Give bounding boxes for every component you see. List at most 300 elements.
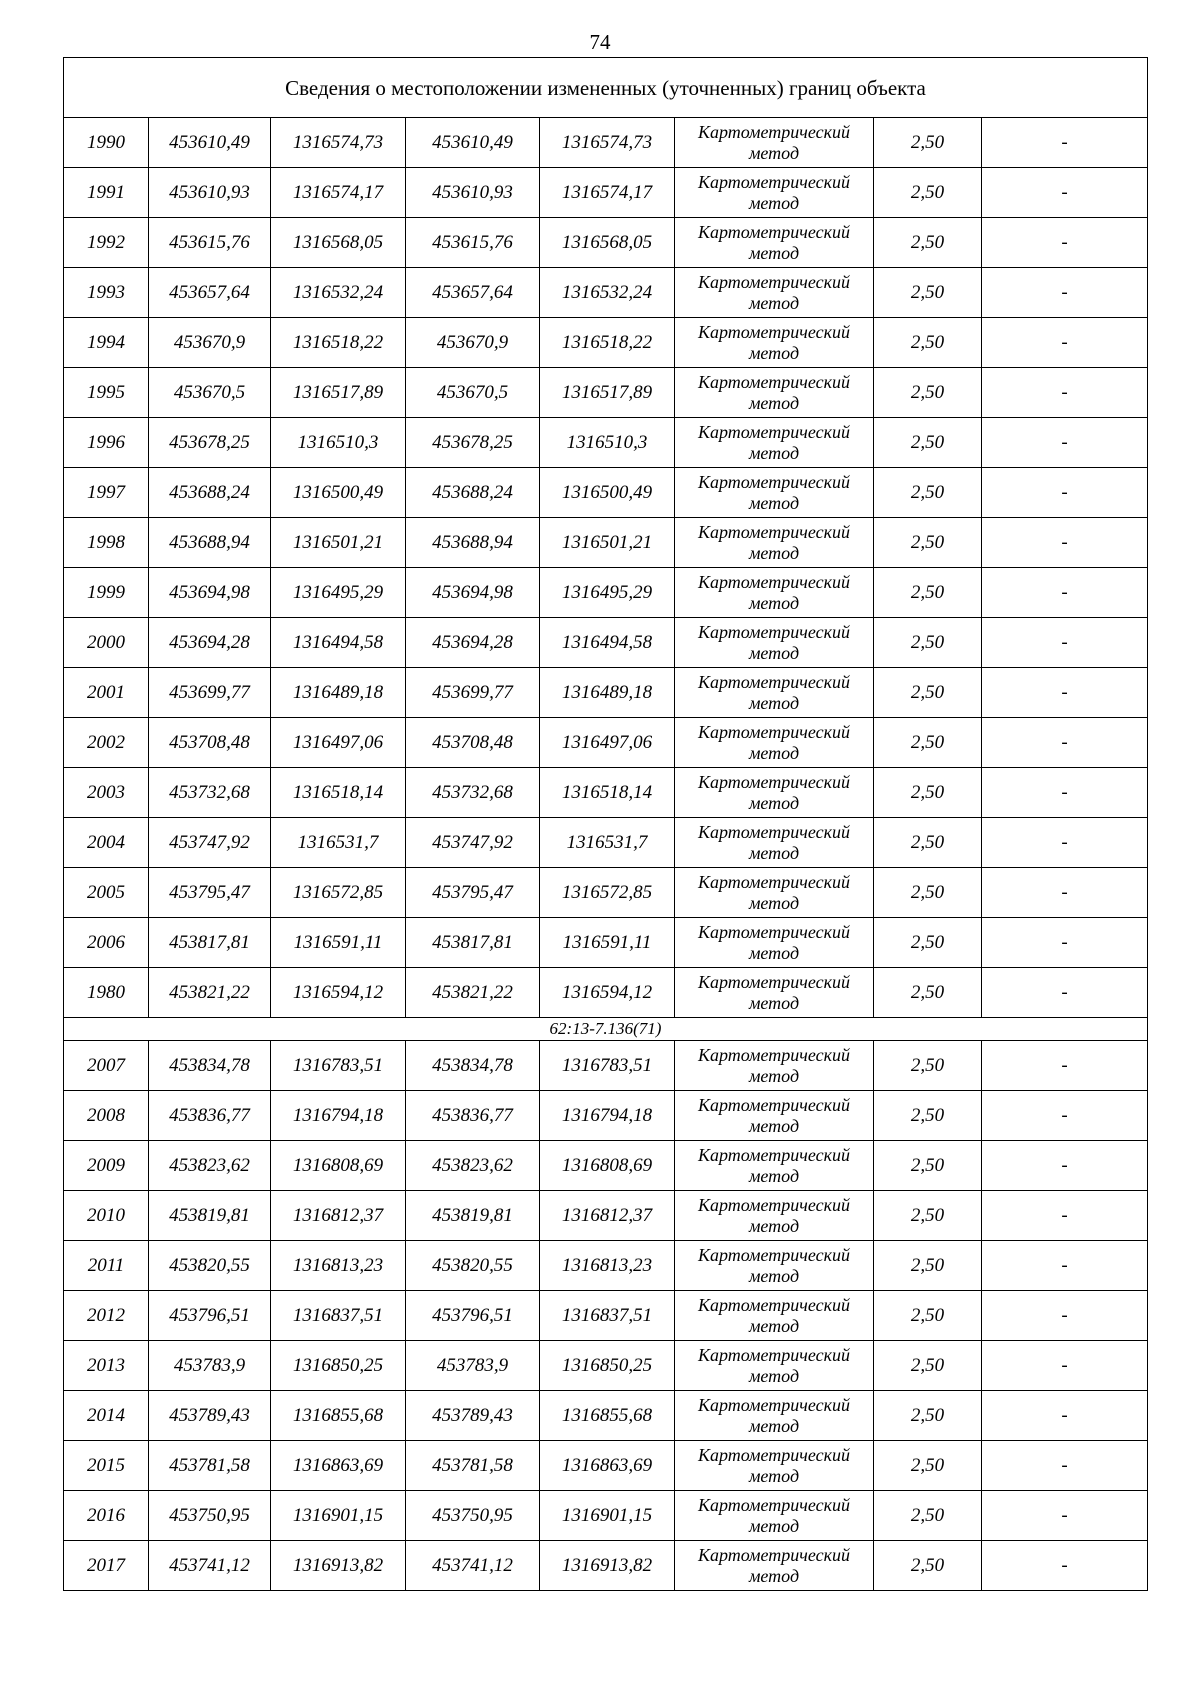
- refined-x-cell: 453688,24: [406, 468, 540, 518]
- table-row: [64, 568, 1148, 618]
- point-number-cell: 1990: [64, 118, 149, 168]
- method-cell: [675, 1091, 874, 1141]
- description-cell: -: [982, 818, 1148, 868]
- method-line-2: метод: [748, 542, 800, 563]
- existing-x-cell: 453821,22: [149, 968, 271, 1018]
- existing-y-cell: 1316813,23: [271, 1241, 406, 1291]
- method-cell: [675, 718, 874, 768]
- description-cell: -: [982, 1341, 1148, 1391]
- method-cell: [675, 968, 874, 1018]
- method-line-2: метод: [748, 592, 800, 613]
- accuracy-cell: 2,50: [874, 1441, 982, 1491]
- description-cell: -: [982, 618, 1148, 668]
- method-line-2: метод: [748, 1165, 800, 1186]
- table-title-row: [64, 58, 1148, 118]
- point-number-cell: 2004: [64, 818, 149, 868]
- method-cell: [675, 1241, 874, 1291]
- method-cell: [675, 1291, 874, 1341]
- table-row: [64, 1441, 1148, 1491]
- table-row: [64, 268, 1148, 318]
- accuracy-cell: 2,50: [874, 668, 982, 718]
- existing-y-cell: 1316489,18: [271, 668, 406, 718]
- point-number-cell: 2011: [64, 1241, 149, 1291]
- description-cell: -: [982, 118, 1148, 168]
- point-number-cell: 2008: [64, 1091, 149, 1141]
- accuracy-cell: 2,50: [874, 118, 982, 168]
- existing-y-cell: 1316494,58: [271, 618, 406, 668]
- accuracy-cell: 2,50: [874, 1491, 982, 1541]
- method-line-2: метод: [748, 1065, 800, 1086]
- accuracy-cell: 2,50: [874, 868, 982, 918]
- refined-x-cell: 453789,43: [406, 1391, 540, 1441]
- refined-y-cell: 1316532,24: [540, 268, 675, 318]
- table-row: [64, 518, 1148, 568]
- refined-x-cell: 453688,94: [406, 518, 540, 568]
- method-cell: [675, 118, 874, 168]
- existing-x-cell: 453747,92: [149, 818, 271, 868]
- existing-y-cell: 1316850,25: [271, 1341, 406, 1391]
- existing-y-cell: 1316901,15: [271, 1491, 406, 1541]
- accuracy-cell: 2,50: [874, 1141, 982, 1191]
- existing-y-cell: 1316501,21: [271, 518, 406, 568]
- table-row: [64, 368, 1148, 418]
- method-cell: [675, 868, 874, 918]
- table-row: [64, 1541, 1148, 1591]
- method-cell: [675, 1341, 874, 1391]
- description-cell: -: [982, 1491, 1148, 1541]
- description-cell: -: [982, 918, 1148, 968]
- refined-y-cell: 1316572,85: [540, 868, 675, 918]
- refined-x-cell: 453670,9: [406, 318, 540, 368]
- existing-y-cell: 1316497,06: [271, 718, 406, 768]
- existing-x-cell: 453795,47: [149, 868, 271, 918]
- refined-x-cell: 453817,81: [406, 918, 540, 968]
- description-cell: -: [982, 1541, 1148, 1591]
- existing-y-cell: 1316574,17: [271, 168, 406, 218]
- refined-x-cell: 453670,5: [406, 368, 540, 418]
- point-number-cell: 2009: [64, 1141, 149, 1191]
- refined-x-cell: 453741,12: [406, 1541, 540, 1591]
- refined-y-cell: 1316913,82: [540, 1541, 675, 1591]
- description-cell: -: [982, 1291, 1148, 1341]
- accuracy-cell: 2,50: [874, 1091, 982, 1141]
- method-line-2: метод: [748, 1515, 800, 1536]
- point-number-cell: 1994: [64, 318, 149, 368]
- existing-y-cell: 1316518,22: [271, 318, 406, 368]
- description-cell: -: [982, 1041, 1148, 1091]
- existing-x-cell: 453670,5: [149, 368, 271, 418]
- description-cell: -: [982, 568, 1148, 618]
- method-line-1: Картометрический: [697, 1344, 850, 1365]
- method-line-1: Картометрический: [697, 1244, 850, 1265]
- description-cell: -: [982, 1191, 1148, 1241]
- accuracy-cell: 2,50: [874, 1291, 982, 1341]
- table-row: [64, 618, 1148, 668]
- refined-y-cell: 1316808,69: [540, 1141, 675, 1191]
- description-cell: -: [982, 1141, 1148, 1191]
- refined-x-cell: 453615,76: [406, 218, 540, 268]
- existing-y-cell: 1316594,12: [271, 968, 406, 1018]
- refined-y-cell: 1316783,51: [540, 1041, 675, 1091]
- method-line-2: метод: [748, 1265, 800, 1286]
- table-row: [64, 1241, 1148, 1291]
- description-cell: -: [982, 768, 1148, 818]
- existing-x-cell: 453819,81: [149, 1191, 271, 1241]
- existing-x-cell: 453615,76: [149, 218, 271, 268]
- refined-x-cell: 453783,9: [406, 1341, 540, 1391]
- refined-x-cell: 453821,22: [406, 968, 540, 1018]
- description-cell: -: [982, 418, 1148, 468]
- existing-y-cell: 1316495,29: [271, 568, 406, 618]
- existing-y-cell: 1316532,24: [271, 268, 406, 318]
- table-row: [64, 1291, 1148, 1341]
- method-cell: [675, 418, 874, 468]
- method-line-1: Картометрический: [697, 571, 850, 592]
- method-cell: [675, 1541, 874, 1591]
- accuracy-cell: 2,50: [874, 468, 982, 518]
- point-number-cell: 1980: [64, 968, 149, 1018]
- description-cell: -: [982, 968, 1148, 1018]
- point-number-cell: 1995: [64, 368, 149, 418]
- method-line-1: Картометрический: [697, 871, 850, 892]
- existing-y-cell: 1316808,69: [271, 1141, 406, 1191]
- refined-y-cell: 1316591,11: [540, 918, 675, 968]
- method-line-2: метод: [748, 442, 800, 463]
- refined-y-cell: 1316494,58: [540, 618, 675, 668]
- method-line-1: Картометрический: [697, 1294, 850, 1315]
- existing-x-cell: 453741,12: [149, 1541, 271, 1591]
- refined-y-cell: 1316574,17: [540, 168, 675, 218]
- existing-x-cell: 453781,58: [149, 1441, 271, 1491]
- table-row: [64, 468, 1148, 518]
- existing-x-cell: 453732,68: [149, 768, 271, 818]
- method-line-1: Картометрический: [697, 1394, 850, 1415]
- point-number-cell: 2017: [64, 1541, 149, 1591]
- section-header-row: [64, 1018, 1148, 1041]
- accuracy-cell: 2,50: [874, 1041, 982, 1091]
- accuracy-cell: 2,50: [874, 968, 982, 1018]
- method-line-1: Картометрический: [697, 1144, 850, 1165]
- accuracy-cell: 2,50: [874, 618, 982, 668]
- point-number-cell: 2000: [64, 618, 149, 668]
- refined-x-cell: 453678,25: [406, 418, 540, 468]
- existing-x-cell: 453678,25: [149, 418, 271, 468]
- refined-x-cell: 453610,49: [406, 118, 540, 168]
- refined-y-cell: 1316531,7: [540, 818, 675, 868]
- refined-x-cell: 453708,48: [406, 718, 540, 768]
- method-line-2: метод: [748, 792, 800, 813]
- method-line-1: Картометрический: [697, 771, 850, 792]
- table-row: [64, 1141, 1148, 1191]
- method-line-2: метод: [748, 1215, 800, 1236]
- existing-y-cell: 1316863,69: [271, 1441, 406, 1491]
- refined-x-cell: 453699,77: [406, 668, 540, 718]
- refined-y-cell: 1316594,12: [540, 968, 675, 1018]
- method-line-1: Картометрический: [697, 371, 850, 392]
- point-number-cell: 2012: [64, 1291, 149, 1341]
- method-line-2: метод: [748, 942, 800, 963]
- existing-y-cell: 1316574,73: [271, 118, 406, 168]
- method-cell: [675, 1391, 874, 1441]
- method-line-1: Картометрический: [697, 621, 850, 642]
- existing-x-cell: 453699,77: [149, 668, 271, 718]
- refined-y-cell: 1316489,18: [540, 668, 675, 718]
- refined-x-cell: 453795,47: [406, 868, 540, 918]
- point-number-cell: 2014: [64, 1391, 149, 1441]
- existing-x-cell: 453657,64: [149, 268, 271, 318]
- existing-y-cell: 1316783,51: [271, 1041, 406, 1091]
- existing-x-cell: 453823,62: [149, 1141, 271, 1191]
- accuracy-cell: 2,50: [874, 318, 982, 368]
- description-cell: -: [982, 1391, 1148, 1441]
- method-line-2: метод: [748, 642, 800, 663]
- method-line-1: Картометрический: [697, 1544, 850, 1565]
- accuracy-cell: 2,50: [874, 368, 982, 418]
- method-line-1: Картометрический: [697, 521, 850, 542]
- method-line-1: Картометрический: [697, 671, 850, 692]
- method-line-1: Картометрический: [697, 471, 850, 492]
- method-line-1: Картометрический: [697, 421, 850, 442]
- method-cell: [675, 1041, 874, 1091]
- accuracy-cell: 2,50: [874, 1191, 982, 1241]
- refined-x-cell: 453819,81: [406, 1191, 540, 1241]
- refined-y-cell: 1316813,23: [540, 1241, 675, 1291]
- refined-x-cell: 453823,62: [406, 1141, 540, 1191]
- point-number-cell: 2001: [64, 668, 149, 718]
- refined-y-cell: 1316495,29: [540, 568, 675, 618]
- method-line-2: метод: [748, 1465, 800, 1486]
- existing-y-cell: 1316572,85: [271, 868, 406, 918]
- existing-y-cell: 1316855,68: [271, 1391, 406, 1441]
- description-cell: -: [982, 468, 1148, 518]
- accuracy-cell: 2,50: [874, 768, 982, 818]
- method-line-1: Картометрический: [697, 171, 850, 192]
- method-cell: [675, 518, 874, 568]
- existing-y-cell: 1316500,49: [271, 468, 406, 518]
- description-cell: -: [982, 668, 1148, 718]
- method-cell: [675, 1491, 874, 1541]
- refined-y-cell: 1316517,89: [540, 368, 675, 418]
- method-line-2: метод: [748, 1415, 800, 1436]
- method-line-2: метод: [748, 492, 800, 513]
- existing-y-cell: 1316913,82: [271, 1541, 406, 1591]
- point-number-cell: 1996: [64, 418, 149, 468]
- accuracy-cell: 2,50: [874, 518, 982, 568]
- table-row: [64, 918, 1148, 968]
- refined-y-cell: 1316518,14: [540, 768, 675, 818]
- accuracy-cell: 2,50: [874, 418, 982, 468]
- description-cell: -: [982, 1241, 1148, 1291]
- method-line-1: Картометрический: [697, 1494, 850, 1515]
- method-line-2: метод: [748, 292, 800, 313]
- refined-y-cell: 1316837,51: [540, 1291, 675, 1341]
- existing-x-cell: 453783,9: [149, 1341, 271, 1391]
- table-row: [64, 1091, 1148, 1141]
- table-row: [64, 818, 1148, 868]
- method-line-1: Картометрический: [697, 221, 850, 242]
- refined-x-cell: 453747,92: [406, 818, 540, 868]
- existing-x-cell: 453694,98: [149, 568, 271, 618]
- method-line-2: метод: [748, 1565, 800, 1586]
- method-line-2: метод: [748, 1365, 800, 1386]
- method-cell: [675, 1441, 874, 1491]
- existing-x-cell: 453688,24: [149, 468, 271, 518]
- point-number-cell: 2010: [64, 1191, 149, 1241]
- method-line-1: Картометрический: [697, 721, 850, 742]
- point-number-cell: 1999: [64, 568, 149, 618]
- point-number-cell: 2015: [64, 1441, 149, 1491]
- existing-y-cell: 1316591,11: [271, 918, 406, 968]
- method-line-1: Картометрический: [697, 971, 850, 992]
- method-cell: [675, 568, 874, 618]
- existing-x-cell: 453796,51: [149, 1291, 271, 1341]
- refined-x-cell: 453750,95: [406, 1491, 540, 1541]
- method-cell: [675, 768, 874, 818]
- accuracy-cell: 2,50: [874, 168, 982, 218]
- refined-x-cell: 453694,28: [406, 618, 540, 668]
- refined-y-cell: 1316518,22: [540, 318, 675, 368]
- method-line-1: Картометрический: [697, 121, 850, 142]
- table-row: [64, 1391, 1148, 1441]
- method-line-1: Картометрический: [697, 1194, 850, 1215]
- method-cell: [675, 1141, 874, 1191]
- method-cell: [675, 918, 874, 968]
- refined-y-cell: 1316500,49: [540, 468, 675, 518]
- method-cell: [675, 668, 874, 718]
- description-cell: -: [982, 268, 1148, 318]
- table-body: [64, 58, 1148, 1591]
- description-cell: -: [982, 368, 1148, 418]
- accuracy-cell: 2,50: [874, 1241, 982, 1291]
- refined-x-cell: 453820,55: [406, 1241, 540, 1291]
- existing-y-cell: 1316568,05: [271, 218, 406, 268]
- point-number-cell: 2003: [64, 768, 149, 818]
- refined-x-cell: 453796,51: [406, 1291, 540, 1341]
- method-line-2: метод: [748, 892, 800, 913]
- existing-x-cell: 453820,55: [149, 1241, 271, 1291]
- refined-y-cell: 1316497,06: [540, 718, 675, 768]
- table-row: [64, 718, 1148, 768]
- table-row: [64, 168, 1148, 218]
- refined-y-cell: 1316850,25: [540, 1341, 675, 1391]
- point-number-cell: 1998: [64, 518, 149, 568]
- table-row: [64, 318, 1148, 368]
- refined-y-cell: 1316863,69: [540, 1441, 675, 1491]
- point-number-cell: 1997: [64, 468, 149, 518]
- method-line-1: Картометрический: [697, 821, 850, 842]
- table-row: [64, 118, 1148, 168]
- existing-y-cell: 1316531,7: [271, 818, 406, 868]
- table-title: Сведения о местоположении измененных (уточненных) границ объекта: [64, 58, 1148, 118]
- point-number-cell: 1992: [64, 218, 149, 268]
- refined-y-cell: 1316501,21: [540, 518, 675, 568]
- description-cell: -: [982, 718, 1148, 768]
- existing-x-cell: 453836,77: [149, 1091, 271, 1141]
- accuracy-cell: 2,50: [874, 1341, 982, 1391]
- refined-x-cell: 453834,78: [406, 1041, 540, 1091]
- method-cell: [675, 268, 874, 318]
- method-line-1: Картометрический: [697, 271, 850, 292]
- method-line-2: метод: [748, 342, 800, 363]
- refined-y-cell: 1316568,05: [540, 218, 675, 268]
- point-number-cell: 2005: [64, 868, 149, 918]
- method-cell: [675, 318, 874, 368]
- refined-x-cell: 453694,98: [406, 568, 540, 618]
- accuracy-cell: 2,50: [874, 1391, 982, 1441]
- method-cell: [675, 818, 874, 868]
- method-cell: [675, 218, 874, 268]
- description-cell: -: [982, 1091, 1148, 1141]
- table-row: [64, 1191, 1148, 1241]
- method-cell: [675, 468, 874, 518]
- point-number-cell: 1991: [64, 168, 149, 218]
- existing-y-cell: 1316794,18: [271, 1091, 406, 1141]
- description-cell: -: [982, 168, 1148, 218]
- table-row: [64, 968, 1148, 1018]
- page-number: 74: [589, 30, 611, 54]
- accuracy-cell: 2,50: [874, 218, 982, 268]
- method-line-2: метод: [748, 192, 800, 213]
- method-cell: [675, 618, 874, 668]
- point-number-cell: 2007: [64, 1041, 149, 1091]
- description-cell: -: [982, 318, 1148, 368]
- refined-y-cell: 1316812,37: [540, 1191, 675, 1241]
- existing-x-cell: 453834,78: [149, 1041, 271, 1091]
- table-row: [64, 668, 1148, 718]
- table-row: [64, 768, 1148, 818]
- accuracy-cell: 2,50: [874, 568, 982, 618]
- table-row: [64, 218, 1148, 268]
- existing-x-cell: 453708,48: [149, 718, 271, 768]
- existing-y-cell: 1316517,89: [271, 368, 406, 418]
- method-line-2: метод: [748, 742, 800, 763]
- existing-y-cell: 1316837,51: [271, 1291, 406, 1341]
- refined-x-cell: 453781,58: [406, 1441, 540, 1491]
- method-line-1: Картометрический: [697, 921, 850, 942]
- method-line-2: метод: [748, 142, 800, 163]
- refined-y-cell: 1316855,68: [540, 1391, 675, 1441]
- point-number-cell: 2006: [64, 918, 149, 968]
- existing-x-cell: 453688,94: [149, 518, 271, 568]
- method-line-1: Картометрический: [697, 1094, 850, 1115]
- description-cell: -: [982, 518, 1148, 568]
- refined-y-cell: 1316794,18: [540, 1091, 675, 1141]
- method-line-2: метод: [748, 1315, 800, 1336]
- refined-x-cell: 453610,93: [406, 168, 540, 218]
- refined-x-cell: 453836,77: [406, 1091, 540, 1141]
- existing-x-cell: 453789,43: [149, 1391, 271, 1441]
- method-line-2: метод: [748, 992, 800, 1013]
- existing-x-cell: 453670,9: [149, 318, 271, 368]
- refined-x-cell: 453657,64: [406, 268, 540, 318]
- accuracy-cell: 2,50: [874, 918, 982, 968]
- existing-x-cell: 453817,81: [149, 918, 271, 968]
- table-row: [64, 868, 1148, 918]
- method-line-2: метод: [748, 842, 800, 863]
- cadastral-number-label: 62:13-7.136(71): [64, 1018, 1148, 1041]
- existing-x-cell: 453694,28: [149, 618, 271, 668]
- method-cell: [675, 368, 874, 418]
- existing-x-cell: 453610,49: [149, 118, 271, 168]
- existing-y-cell: 1316812,37: [271, 1191, 406, 1241]
- refined-y-cell: 1316510,3: [540, 418, 675, 468]
- point-number-cell: 1993: [64, 268, 149, 318]
- table-row: [64, 1341, 1148, 1391]
- boundary-coordinates-table: [63, 57, 1148, 1591]
- existing-x-cell: 453750,95: [149, 1491, 271, 1541]
- table-row: [64, 1041, 1148, 1091]
- method-cell: [675, 1191, 874, 1241]
